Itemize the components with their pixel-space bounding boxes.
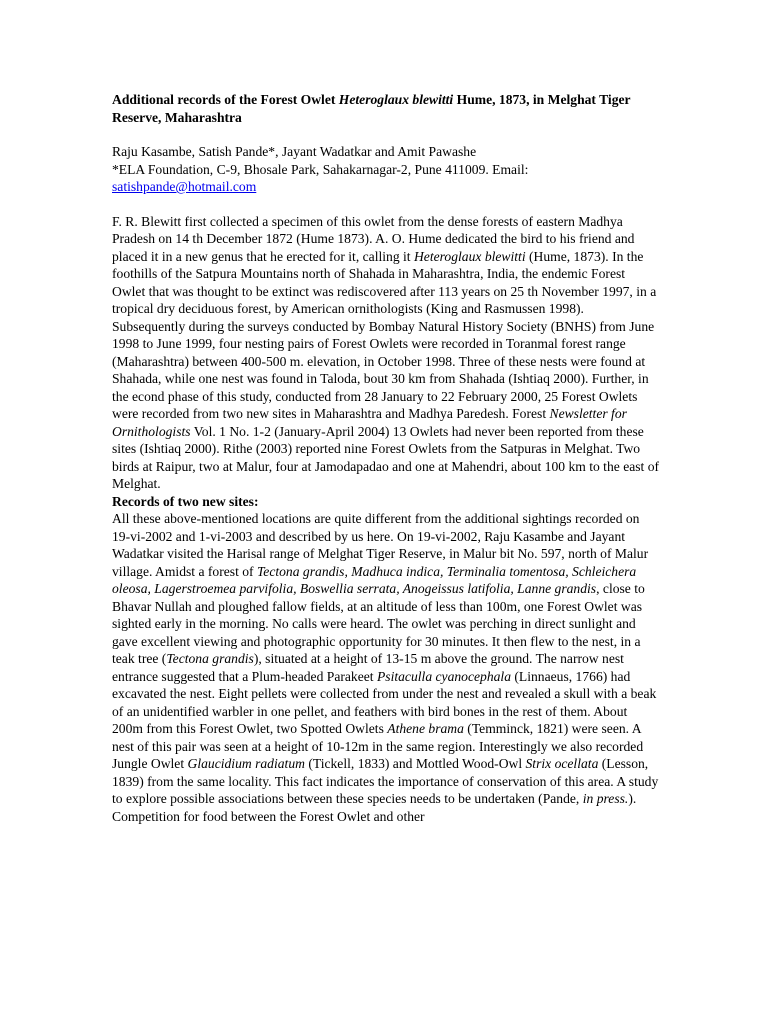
title-text-end: Hume, 1873, in Melghat Tiger Reserve, Maharashtra [112,92,631,125]
text-run: Vol. 1 No. 1-2 (January-April 2004) 13 Owlets had never been reported from these sites (Ishtiaq 2000). Rithe (2003) reported nine Forest Owlets from the Satpuras in Melghat. Two birds at Raipur, two at Malur, four at Jamodapadao and one at Mahendri, about 100 km to the east of Melghat. [112,423,660,491]
text-run: All these above-mentioned locations are quite different from the additional sightings recorded on 19-vi-2002 and 1-vi-2003 and described by us here. On 19-vi-2002, Raju Kasambe and Jayant Wadatkar visited the Harisal range of Melghat Tiger Reserve, in Malur bit No. 597, north of Malur village. Amidst a forest of [112,511,649,579]
italic-text-run: Glaucidium radiatum [187,756,305,771]
text-run: ), situated at a height of 13-15 m above the ground. The narrow nest entrance suggested that a Plum-headed Parakeet [112,651,624,684]
italic-text-run: Athene brama [387,721,464,736]
italic-text-run: Tectona grandis [166,651,254,666]
author-affiliation: *ELA Foundation, C-9, Bhosale Park, Sahakarnagar-2, Pune 411009. Email: [112,161,529,177]
text-run: (Hume, 1873). In the foothills of the Satpura Mountains north of Shahada in Maharashtra, India, the endemic Forest Owlet that was thought to be extinct was rediscovered after 113 years on 25 th November 1997, in a tropical dry deciduous forest, by American ornithologists (King and Rasmussen 1998). Subsequently during the surveys conducted by Bombay Natural History Society (BNHS) from June 1998 to June 1999, four nesting pairs of Forest Owlets were recorded in Toranmal forest range (Maharashtra) between 400-500 m. elevation, in October 1998. Three of these nests were found at Shahada, while one nest was found in Taloda, bout 30 km from Shahada (Ishtiaq 2000). Further, in the econd phase of this study, conducted from 28 January to 22 February 2000, 25 Forest Owlets were recorded from two new sites in Maharashtra and Madhya Paredesh. Forest [112,248,657,421]
italic-text-run: Heteroglaux blewitti [413,248,526,264]
intro-paragraph [112,213,660,493]
italic-text-run: Strix ocellata [525,756,599,771]
italic-text-run: in press. [582,791,629,806]
email-link[interactable]: satishpande@hotmail.com [112,179,257,194]
italic-text-run: Tectona grandis, Madhuca indica, Terminalia tomentosa, Schleichera oleosa, Lagerstroemea parvifolia, Boswellia serrata, Anogeissus latifolia, Lanne grandis [112,563,637,596]
text-run: ). Competition for food between the Forest Owlet and other [112,791,637,824]
body-paragraph [112,510,660,825]
text-run: (Temminck, 1821) were seen. A nest of this pair was seen at a height of 10-12m in the same region. Interestingly we also recorded Jungle Owlet [112,721,644,771]
text-run: (Tickell, 1833) and Mottled Wood-Owl [304,756,526,771]
title-species-name: Heteroglaux blewitti [338,92,454,107]
italic-text-run: Psitaculla cyanocephala [376,668,511,684]
text-run: (Linnaeus, 1766) had excavated the nest. Eight pellets were collected from under the nest and revealed a skull with a beak of an unidentified warbler in one pellet, and feathers with bird bones in the rest of them. About 200m from this Forest Owlet, two Spotted Owlets [112,668,657,736]
text-run: F. R. Blewitt first collected a specimen of this owlet from the dense forests of eastern Madhya Pradesh on 14 th December 1872 (Hume 1873). A. O. Hume dedicated the bird to his friend and placed it in a new genus that he erected for it, calling it [112,213,635,264]
document-page [112,91,660,825]
author-names: Raju Kasambe, Satish Pande*, Jayant Wadatkar and Amit Pawashe [112,144,477,159]
text-run: , close to Bhavar Nullah and ploughed fallow fields, at an altitude of less than 100m, one Forest Owlet was sighted early in the morning. No calls were heard. The owlet was perching in direct sunlight and gave excellent viewing and photographic opportunity for 30 minutes. It then flew to the nest, in a teak tree ( [112,581,645,666]
italic-text-run: Newsletter for Ornithologists [112,406,627,439]
text-run: (Lesson, 1839) from the same locality. This fact indicates the importance of conservation of this area. A study to explore possible associations between these species needs to be undertaken (Pande, [112,756,659,806]
article-title [112,91,660,126]
author-block [112,143,660,196]
section-heading: Records of two new sites: [112,493,259,509]
title-text: Additional records of the Forest Owlet [112,92,339,107]
